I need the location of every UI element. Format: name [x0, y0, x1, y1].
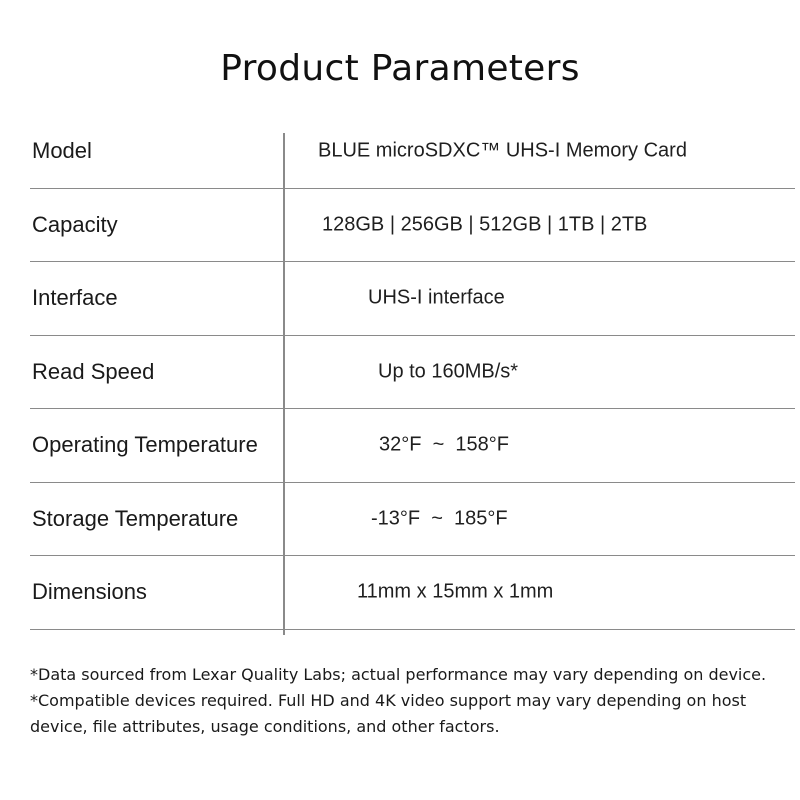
footnotes	[30, 662, 800, 740]
row-label: Operating Temperature	[32, 432, 258, 458]
table-row-capacity	[30, 189, 795, 263]
row-value: UHS-I interface	[368, 286, 505, 309]
row-value: 32°F ~ 158°F	[379, 433, 509, 456]
table-row-model	[30, 115, 795, 189]
table-row-storage-temperature	[30, 483, 795, 557]
footnote-compatibility: *Compatible devices required. Full HD and 4K video support may vary depending on host	[30, 691, 747, 710]
table-row-dimensions	[30, 556, 795, 630]
footnote-compatibility-continued: device, file attributes, usage conditions, and other factors.	[30, 717, 500, 736]
row-value: Up to 160MB/s*	[378, 360, 519, 383]
footnote-performance: *Data sourced from Lexar Quality Labs; actual performance may vary depending on device.	[30, 665, 767, 684]
row-value: 11mm x 15mm x 1mm	[357, 580, 554, 603]
table-row-interface	[30, 262, 795, 336]
row-label: Interface	[32, 285, 118, 311]
row-label: Model	[32, 138, 92, 164]
row-value: BLUE microSDXC™ UHS-I Memory Card	[318, 139, 687, 162]
row-label: Capacity	[32, 211, 118, 237]
row-value: -13°F ~ 185°F	[371, 507, 508, 530]
row-value: 128GB | 256GB | 512GB | 1TB | 2TB	[322, 213, 648, 236]
column-divider	[283, 133, 285, 635]
row-label: Read Speed	[32, 358, 155, 384]
parameters-table	[30, 115, 795, 630]
row-label: Storage Temperature	[32, 505, 239, 531]
table-row-read-speed	[30, 336, 795, 410]
table-row-operating-temperature	[30, 409, 795, 483]
row-label: Dimensions	[32, 579, 147, 605]
page-title: Product Parameters	[220, 48, 580, 89]
